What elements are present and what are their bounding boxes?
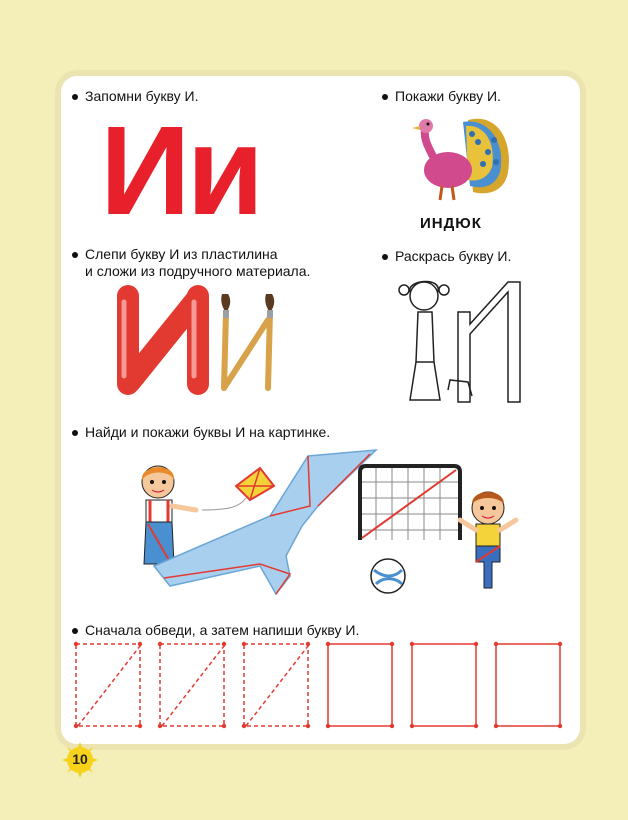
tracing-box-guide[interactable] <box>74 642 142 728</box>
bullet <box>382 94 388 100</box>
page-number: 10 <box>72 751 88 767</box>
task-find <box>72 424 330 441</box>
tracing-boxes <box>72 640 572 730</box>
brushes-icon <box>212 290 282 400</box>
goal-net-icon <box>356 464 466 544</box>
bullet <box>72 252 78 258</box>
bullet <box>72 628 78 634</box>
task-trace-text: Сначала обведи, а затем напиши букву И. <box>85 622 360 638</box>
bullet <box>72 94 78 100</box>
bullet <box>382 254 388 260</box>
task-sculpt <box>72 246 310 280</box>
turkey-icon <box>408 112 518 207</box>
task-trace <box>72 622 359 639</box>
task-show-text: Покажи букву И. <box>395 88 501 104</box>
tracing-box-guide[interactable] <box>158 642 226 728</box>
boy-icon <box>454 488 534 598</box>
doll-coloring-icon <box>388 272 528 412</box>
task-color-text: Раскрась букву И. <box>395 248 512 264</box>
tracing-box-empty[interactable] <box>494 642 562 728</box>
tracing-box-empty[interactable] <box>410 642 478 728</box>
big-letters: Ии <box>100 100 261 241</box>
page-number-badge <box>62 742 98 778</box>
task-remember-text: Запомни букву И. <box>85 88 199 104</box>
plasticine-letter-icon <box>112 288 222 398</box>
task-sculpt-line2: и сложи из подручного материала. <box>85 263 311 279</box>
tracing-box-guide[interactable] <box>242 642 310 728</box>
task-show <box>382 88 501 105</box>
tracing-box-empty[interactable] <box>326 642 394 728</box>
task-sculpt-line1: Слепи букву И из пластилина <box>85 246 278 262</box>
ball-icon <box>368 556 408 596</box>
task-color <box>382 248 511 265</box>
task-find-text: Найди и покажи буквы И на картинке. <box>85 424 331 440</box>
bullet <box>72 430 78 436</box>
turkey-label: ИНДЮК <box>420 215 482 232</box>
